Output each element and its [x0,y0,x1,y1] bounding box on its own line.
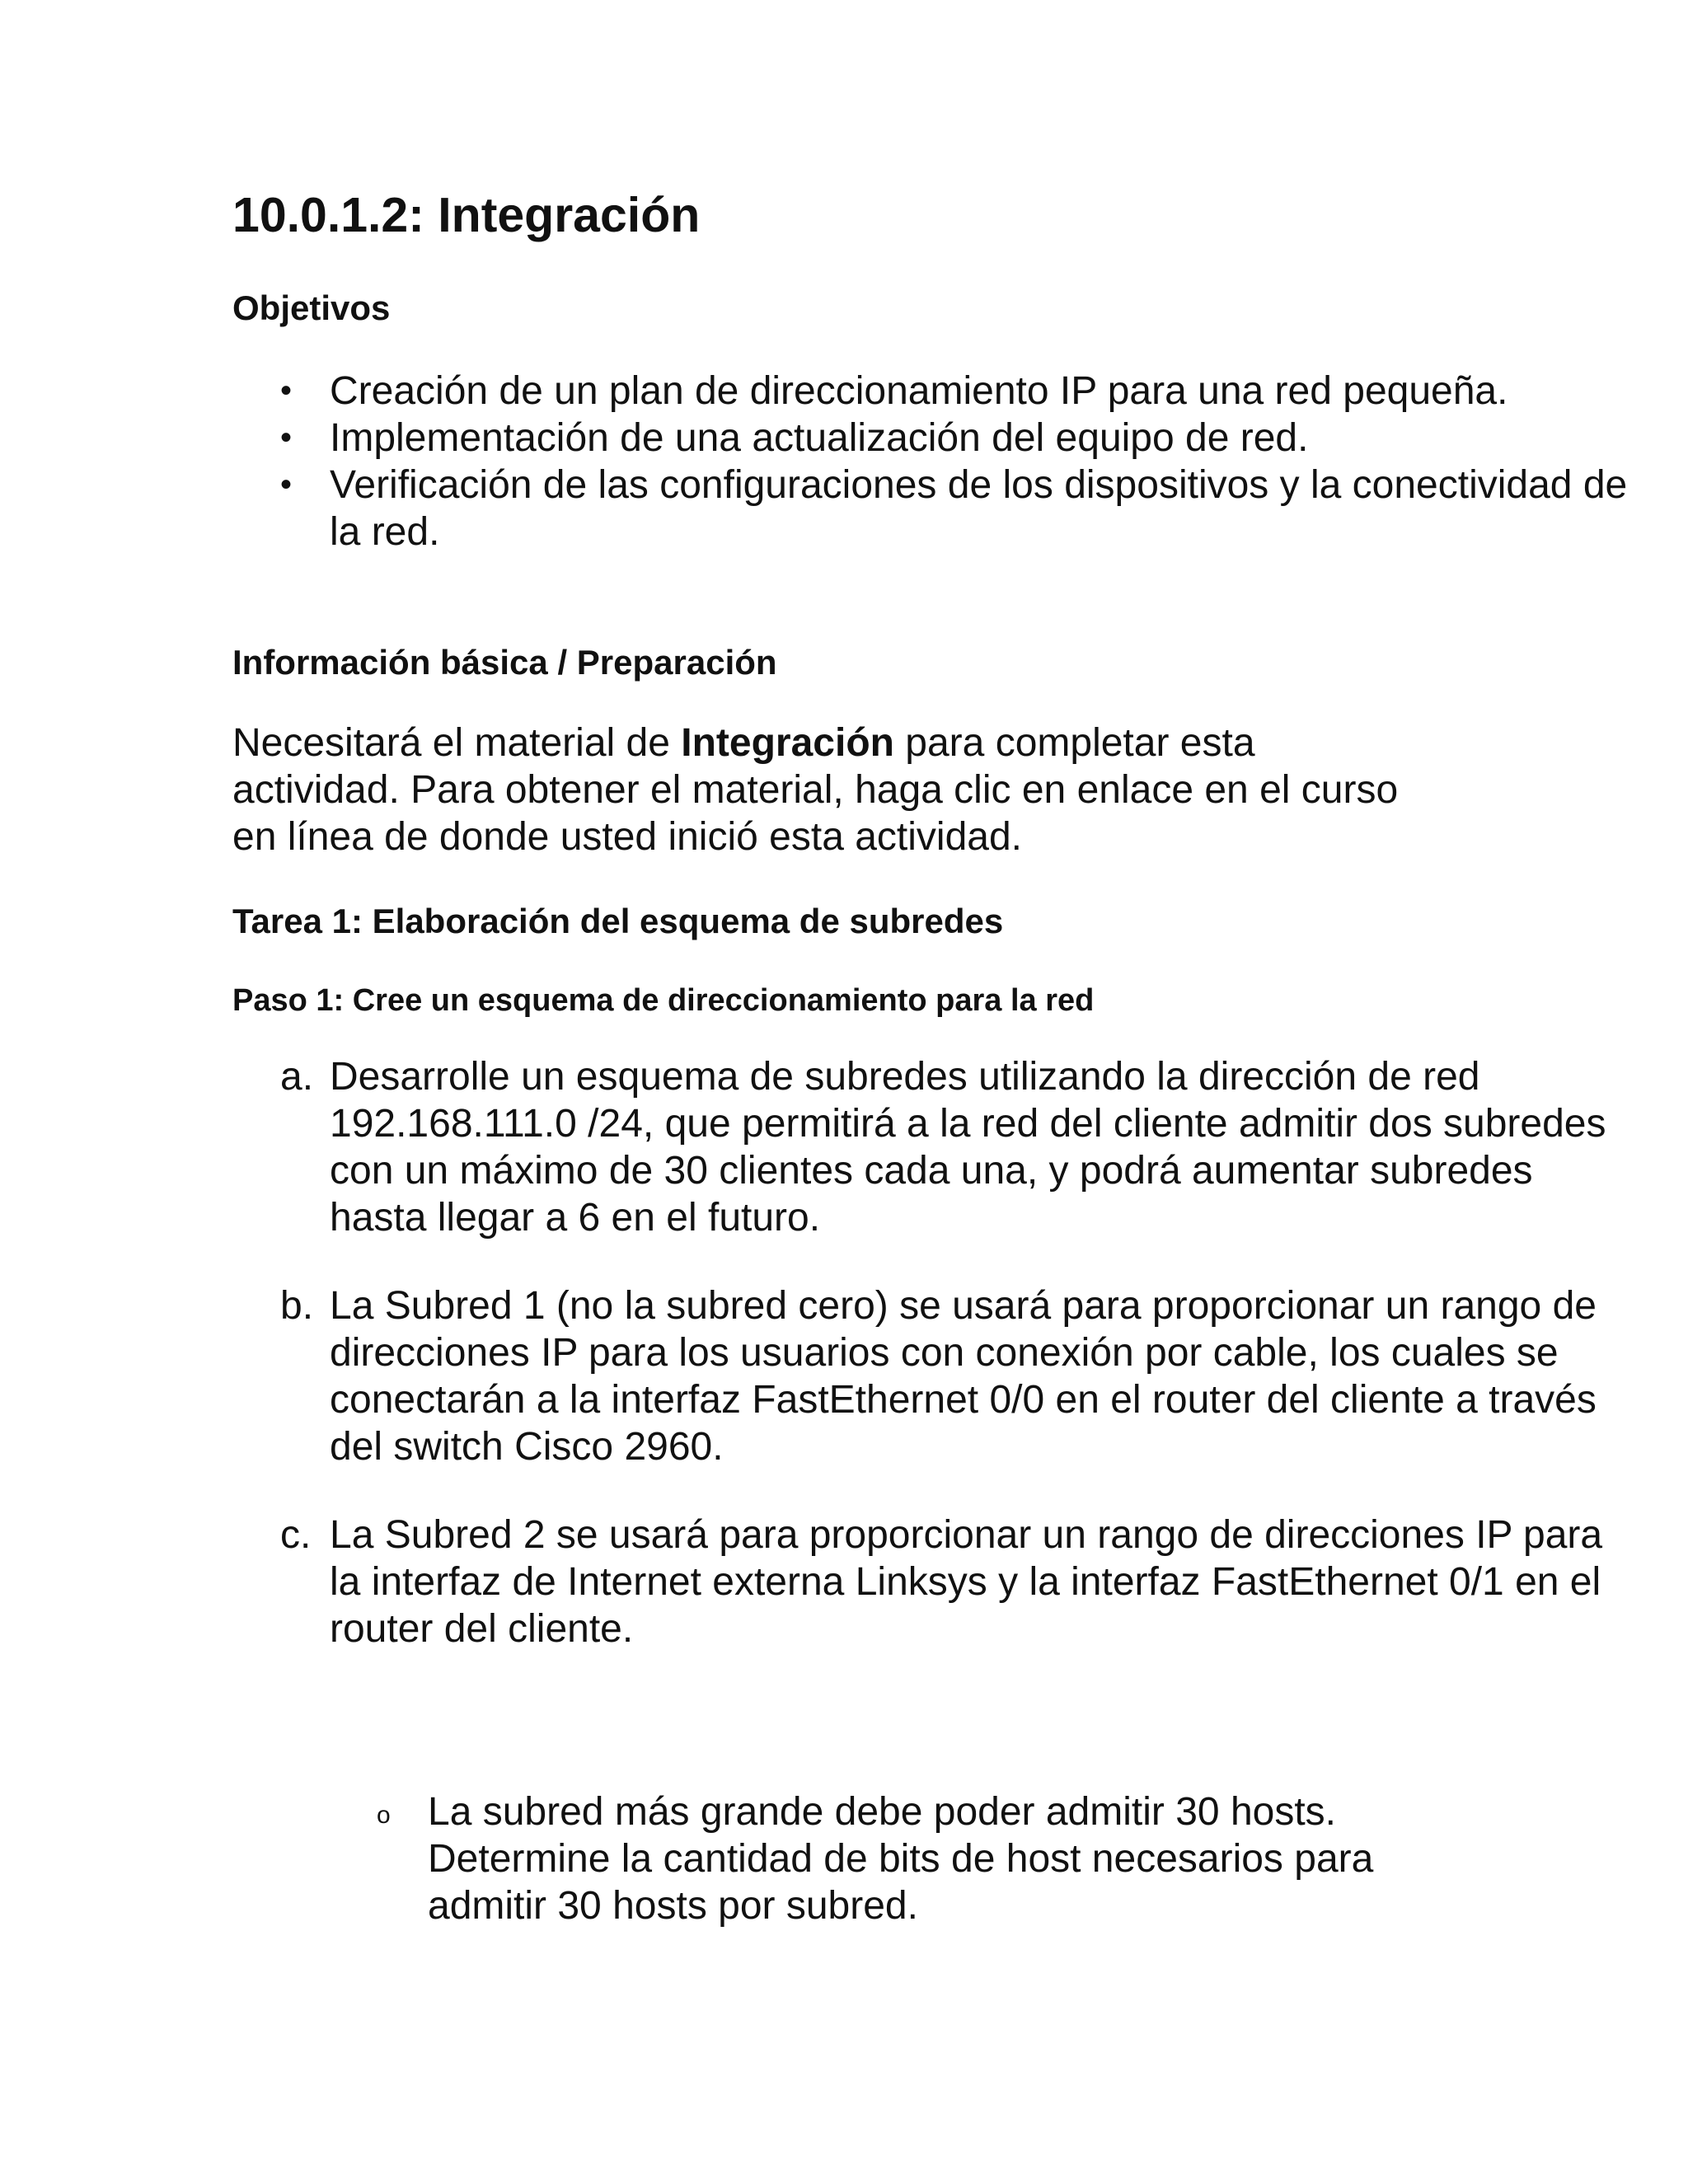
para-text-pre: Necesitará el material de [232,721,682,765]
list-item [232,368,1632,415]
list-item [232,1282,1615,1470]
step-text: Desarrolle un esquema de subredes utilizando la dirección de red 192.168.111.0 /24, que permitirá a la red del cliente admitir dos subredes con un máximo de 30 clientes cada una, y podrá aumentar subredes hasta llegar a 6 en el futuro. [330,1055,1606,1240]
objective-text: Creación de un plan de direccionamiento IP para una red pequeña. [330,369,1508,413]
circle-bullet-icon: o [377,1802,391,1829]
objective-text: Implementación de una actualización del equipo de red. [330,416,1309,460]
sub-bullet-list [331,1788,1483,1929]
objectives-list [232,368,1628,555]
list-item [232,1511,1615,1652]
bullet-icon: • [280,419,293,456]
objectives-heading: Objetivos [232,288,391,327]
bullet-icon: • [280,373,293,409]
step1-heading: Paso 1: Cree un esquema de direccionamiento para la red [232,983,1095,1018]
para-text-post: para completar esta actividad. Para obtener el material, haga clic en enlace en el curso en línea de donde usted inició esta actividad. [232,721,1399,859]
bullet-icon: • [280,466,293,503]
task1-heading: Tarea 1: Elaboración del esquema de subredes [232,902,1004,940]
objective-text: Verificación de las configuraciones de los dispositivos y la conectividad de la red. [330,463,1628,554]
list-marker: b. [280,1284,314,1328]
list-marker: a. [280,1055,314,1099]
steps-list [232,1053,1615,1694]
step-text: La Subred 2 se usará para proporcionar un rango de direcciones IP para la interfaz de Internet externa Linksys y la interfaz FastEthernet 0/1 en el router del cliente. [330,1513,1603,1651]
list-marker: c. [280,1513,312,1557]
background-heading: Información básica / Preparación [232,643,777,682]
para-text-bold: Integración [681,721,894,765]
list-item [232,415,1632,462]
document-title: 10.0.1.2: Integración [232,188,701,242]
list-item [232,1053,1615,1241]
background-paragraph [232,719,1419,860]
list-item [232,462,1632,555]
sub-bullet-text: La subred más grande debe poder admitir 30 hosts. Determine la cantidad de bits de host necesarios para admitir 30 hosts por subred. [428,1790,1374,1928]
list-item [331,1788,1483,1929]
step-text: La Subred 1 (no la subred cero) se usará para proporcionar un rango de direcciones IP para los usuarios con conexión por cable, los cuales se conectarán a la interfaz FastEthernet 0/0 en el router del cliente a través del switch Cisco 2960. [330,1284,1597,1469]
